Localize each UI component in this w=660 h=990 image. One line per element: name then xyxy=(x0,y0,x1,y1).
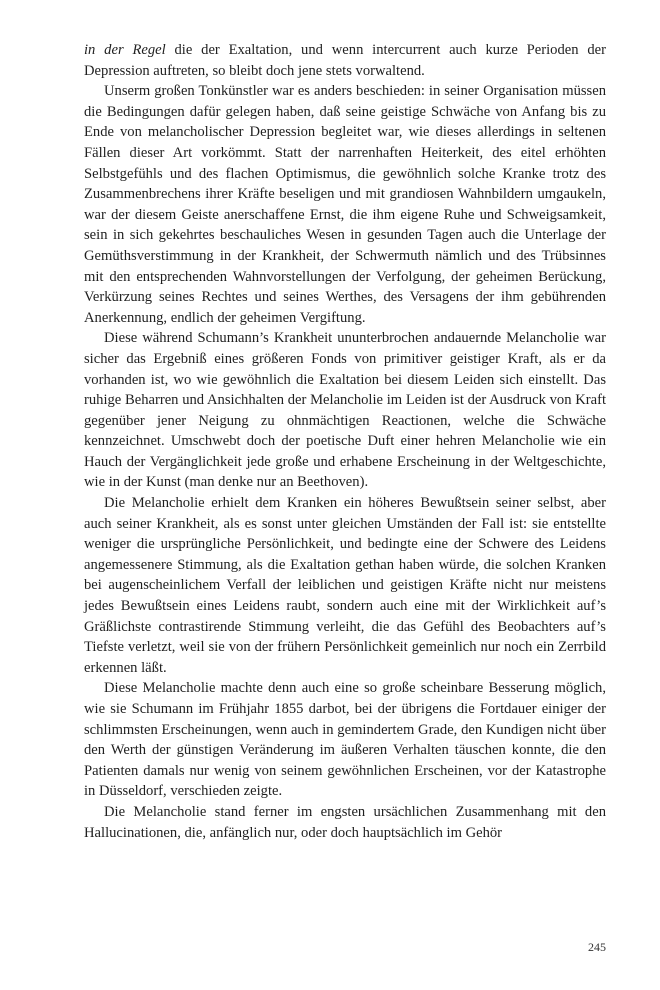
paragraph-5: Diese Melancholie machte denn auch eine so große scheinbare Besserung möglich, wie sie Schumann im Frühjahr 1855 darbot, bei der übrigens die Fortdauer einiger der schlimmsten Erscheinungen, wenn auch in gemindertem Grade, den Kundigen nicht über den Werth der günstigen Veränderung im äußeren Verhalten täuschen konnte, die den Patienten damals nur wenig von seinem gewöhnlichen Erscheinen, vor der Katastrophe in Düsseldorf, verschieden zeigte. xyxy=(84,680,606,800)
body-text xyxy=(84,40,606,843)
paragraph-6: Die Melancholie stand ferner im engsten ursächlichen Zusammenhang mit den Hallucinationen, die, anfänglich nur, oder doch hauptsächlich im Gehör xyxy=(84,803,606,841)
paragraph-1 xyxy=(84,40,606,81)
paragraph-4: Die Melancholie erhielt dem Kranken ein höheres Bewußtsein seiner selbst, aber auch seiner Krankheit, als es sonst unter gleichen Umständen der Fall ist: sie entstellte weniger die ursprüngliche Persönlichkeit, und bedingte eine der Schwere des Leidens angemessenere Stimmung, als die Exaltation gethan haben würde, die solchen Kranken bei augenscheinlichem Verfall der leiblichen und geistigen Kräfte nicht nur meistens jedes Bewußtsein eines Leidens raubt, sondern auch eine mit der Wirklichkeit auf’s Gräßlichste contrastirende Stimmung verleiht, die das Gefühl des Beobachters auf’s Tiefste verletzt, weil sie von der frühern Persönlichkeit gemeinlich nur noch ein Zerrbild erkennen läßt. xyxy=(84,495,606,676)
paragraph-1-text: die der Exaltation, und wenn intercurrent auch kurze Perioden der Depression auftreten, so bleibt doch jene stets vorwaltend. xyxy=(84,42,606,79)
italic-phrase: in der Regel xyxy=(84,42,166,58)
page-number: 245 xyxy=(588,940,606,954)
paragraph-3: Diese während Schumann’s Krankheit ununterbrochen andauernde Melancholie war sicher das Ergebniß eines größeren Fonds von primitiver geistiger Kraft, als er da vorhanden ist, wo wie gewöhnlich die Exaltation bei diesem Leiden sich einstellt. Das ruhige Beharren und Ansichhalten der Melancholie im Leiden ist der Ausdruck von Kraft gegenüber jener Neigung zu ohnmächtigen Reactionen, welche die Schwäche kennzeichnet. Umschwebt doch der poetische Duft einer hehren Melancholie wie ein Hauch der Vergänglichkeit jede große und erhabene Erscheinung in der Weltgeschichte, wie in der Kunst (man denke nur an Beethoven). xyxy=(84,330,606,491)
paragraph-2: Unserm großen Tonkünstler war es anders beschieden: in seiner Organisation müssen die Bedingungen dafür gelegen haben, daß seine geistige Schwäche von Anfang bis zu Ende von melancholischer Depression begleitet war, wie dieses allerdings in seltenen Fällen dieser Art vorkömmt. Statt der narrenhaften Heiterkeit, des eitel erhöhten Selbstgefühls und des flachen Optimismus, die gewöhnlich solche Kranke trotz des Zusammenbrechens ihrer Kräfte beseligen und mit grandiosen Wahnbildern umgaukeln, war der diesem Geiste anerschaffene Ernst, die ihm eigene Ruhe und Schweigsamkeit, sein in sich gekehrtes beschauliches Wesen in gesunden Tagen auch die Unterlage der Gemüthsverstimmung in der Krankheit, der Schwermuth nämlich und des Trübsinnes mit den entsprechenden Wahnvorstellungen der Verfolgung, der geheimen Berückung, Verkürzung seines Rechtes und seines Werthes, des Versagens der ihm gebührenden Anerkennung, endlich der geheimen Vergiftung. xyxy=(84,83,606,326)
